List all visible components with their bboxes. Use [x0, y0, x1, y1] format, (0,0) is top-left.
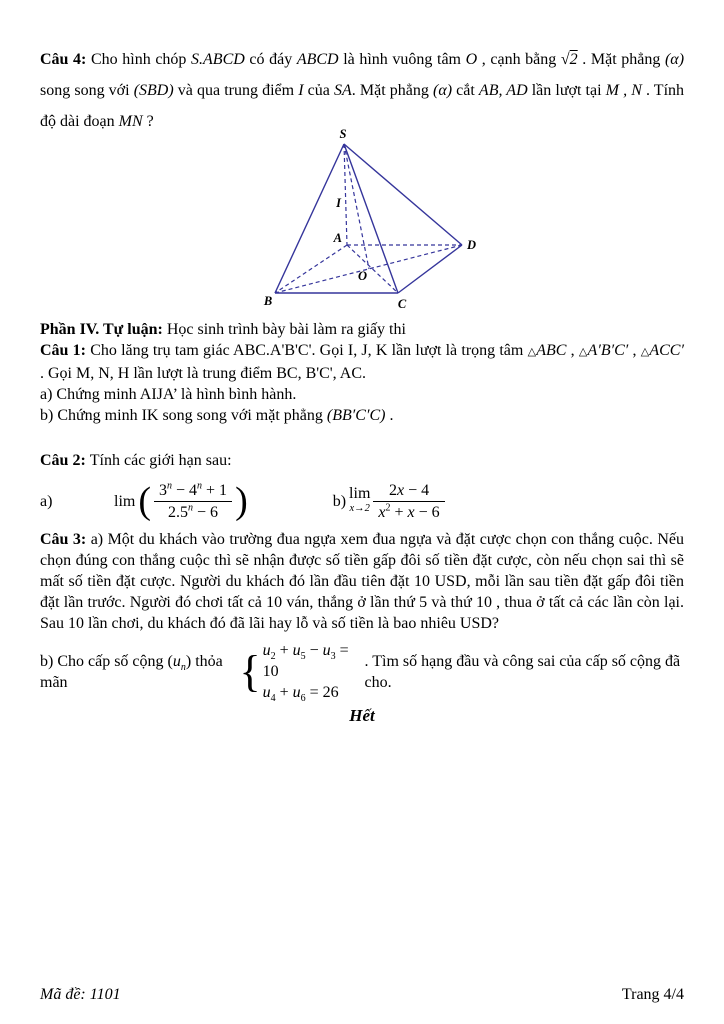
figure-label-s: S: [339, 127, 347, 141]
fraction-denominator: $x^2 + x - 6$: [373, 501, 444, 522]
question-4-text: Câu 4: Cho hình chóp S.ABCD có đáy ABCD là hình vuông tâm O , cạnh bằng √2 . Mặt phẳng (α) song song với (SBD) và qua trung điểm I của SA. Mặt phẳng (α) cắt AB, AD lần lượt tại M , N . Tính độ dài đoạn MN ?: [40, 51, 685, 130]
lim-subscript: x→2: [349, 503, 370, 514]
end-marker: Hết: [349, 706, 375, 725]
page-number: Trang 4/4: [621, 986, 684, 1003]
figure-label-a: A: [333, 231, 342, 245]
lim-operator-with-limit: [349, 486, 370, 516]
fraction-denominator: $2.5^n - 6$: [154, 501, 232, 522]
fraction-numerator: 2x − 4: [388, 481, 430, 499]
edge-ac: [347, 245, 398, 293]
fraction: [373, 481, 444, 522]
part-4-heading: Phần IV. Tự luận: Học sinh trình bày bài làm ra giấy thi: [40, 321, 406, 338]
question-2a-label: a): [40, 492, 53, 510]
pyramid-figure: [237, 121, 487, 313]
figure-label-o: O: [357, 269, 367, 283]
question-3b-text-after: . Tìm số hạng đầu và công sai của cấp số cộng đã cho.: [364, 652, 681, 691]
question-2-text: Câu 2: Tính các giới hạn sau:: [40, 452, 232, 469]
pyramid-dashed-edges: [275, 144, 462, 293]
question-3b-row: [40, 640, 684, 703]
question-1b-text: b) Chứng minh IK song song với mặt phẳng (BB′C′C) .: [40, 407, 394, 424]
edge-cd: [398, 245, 462, 293]
exam-code: Mã đề: 1101: [40, 986, 121, 1003]
equation-system: [239, 640, 358, 703]
equation-2: $u_4 + u_6 = 26$: [262, 684, 339, 705]
right-paren: ): [235, 480, 248, 522]
question-3b-text: b) Cho cấp số cộng $(u_n)$ thỏa mãn: [40, 652, 223, 691]
lim-operator: lim: [114, 492, 136, 510]
lim-operator: lim: [349, 485, 371, 502]
exam-page-content: [40, 44, 684, 726]
system-equations: [261, 640, 359, 703]
question-2a-formula: [114, 481, 248, 522]
question-2-formulas: [40, 473, 684, 529]
question-1-text: Câu 1: Cho lăng trụ tam giác ABC.A'B'C'. Gọi I, J, K lần lượt là trọng tâm △ABC , △A′B′C′ , △ACC′ . Gọi M, N, H lần lượt là trung điểm BC, B'C', AC.: [40, 342, 684, 382]
question-2b-label: b): [332, 492, 347, 510]
pyramid-solid-edges: [275, 144, 462, 293]
figure-label-d: D: [467, 238, 477, 252]
question-2b-formula: [333, 481, 445, 522]
question-1a-text: a) Chứng minh AIJA’ là hình bình hành.: [40, 386, 297, 403]
equation-1: $u_2 + u_5 - u_3 = 10$: [262, 642, 349, 680]
fraction-numerator: $3^n - 4^n + 1$: [159, 480, 228, 499]
figure-label-c: C: [397, 297, 407, 311]
figure-label-b: B: [263, 294, 273, 308]
page-footer: [40, 984, 684, 1005]
question-3-text: Câu 3: a) Một du khách vào trường đua ngựa xem đua ngựa và đặt cược chọn con thắng cuộc. Nếu chọn đúng con thắng cuộc thì sẽ nhận được số tiền gấp đôi số tiền đặt cược, còn nếu chọn sai thì sẽ mất số tiền đặt cược. Người du khách đó lần đầu tiên đặt 10 USD, mỗi lần sau tiền đặt gấp đôi tiền đặt lần trước. Người đó chơi tất cả 10 ván, thắng ở lần thứ 5 và thứ 10 , thua ở tất cả các lần còn lại. Sau 10 lần chơi, du khách đó đã lãi hay lỗ và số tiền là bao nhiêu USD?: [40, 531, 685, 632]
left-paren: (: [138, 480, 151, 522]
system-brace: {: [239, 646, 261, 696]
figure-label-i: I: [336, 196, 341, 210]
fraction: [154, 481, 232, 522]
